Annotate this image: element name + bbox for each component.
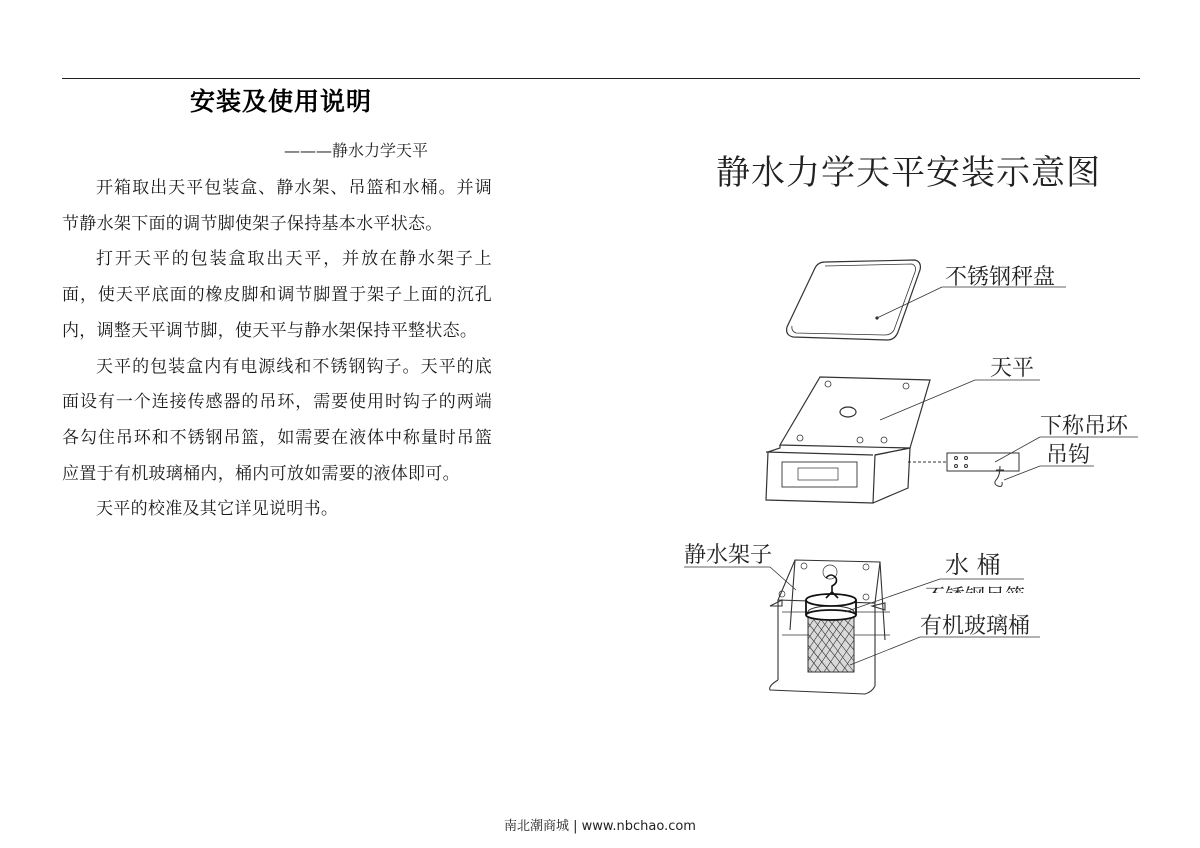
pan-leader bbox=[877, 287, 942, 318]
balance-label: 天平 bbox=[990, 356, 1035, 381]
paragraph-hook-usage: 天平的包装盒内有电源线和不锈钢钩子。天平的底面设有一个连接传感器的吊环，需要使用时钩子的两端各勾住吊环和不锈钢吊篮，如需要在液体中称量时吊篮应置于有机玻璃桶内，桶内可放如需要的液体即可。 bbox=[62, 356, 492, 484]
hook-leader bbox=[1004, 466, 1040, 480]
basket-label: 不锈钢吊篮 bbox=[925, 584, 1025, 608]
basket-label-clip bbox=[925, 584, 1025, 608]
document-subtitle: ———静水力学天平 bbox=[284, 141, 429, 160]
glass-bucket-leader bbox=[850, 637, 920, 665]
paragraph-unboxing: 开箱取出天平包装盒、静水架、吊篮和水桶。并调节静水架下面的调节脚使架子保持基本水平状态。 bbox=[62, 178, 492, 234]
paragraph-balance-placement: 打开天平的包装盒取出天平，并放在静水架子上面，使天平底面的橡皮脚和调节脚置于架子上面的沉孔内，调整天平调节脚，使天平与静水架保持平整状态。 bbox=[62, 249, 492, 341]
ring-label: 下称吊环 bbox=[1040, 414, 1129, 439]
paragraph-calibration: 天平的校准及其它详见说明书。 bbox=[96, 499, 339, 520]
balance-leader bbox=[880, 380, 975, 420]
basket-illustration bbox=[806, 575, 856, 620]
diagram-title: 静水力学天平安装示意图 bbox=[716, 153, 1101, 193]
ring-leader bbox=[995, 437, 1040, 462]
footer-watermark: 南北潮商城 | www.nbchao.com bbox=[504, 819, 696, 834]
balance-illustration bbox=[766, 377, 930, 503]
glass-bucket-label: 有机玻璃桶 bbox=[920, 614, 1031, 639]
hook-label: 吊钩 bbox=[1046, 443, 1091, 468]
document-title: 安装及使用说明 bbox=[190, 87, 373, 116]
pan-label: 不锈钢秤盘 bbox=[945, 265, 1056, 290]
stand-leader bbox=[770, 567, 796, 590]
pan-illustration bbox=[787, 260, 921, 340]
stand-label: 静水架子 bbox=[684, 543, 773, 568]
bucket-label: 水 桶 bbox=[945, 551, 1001, 579]
